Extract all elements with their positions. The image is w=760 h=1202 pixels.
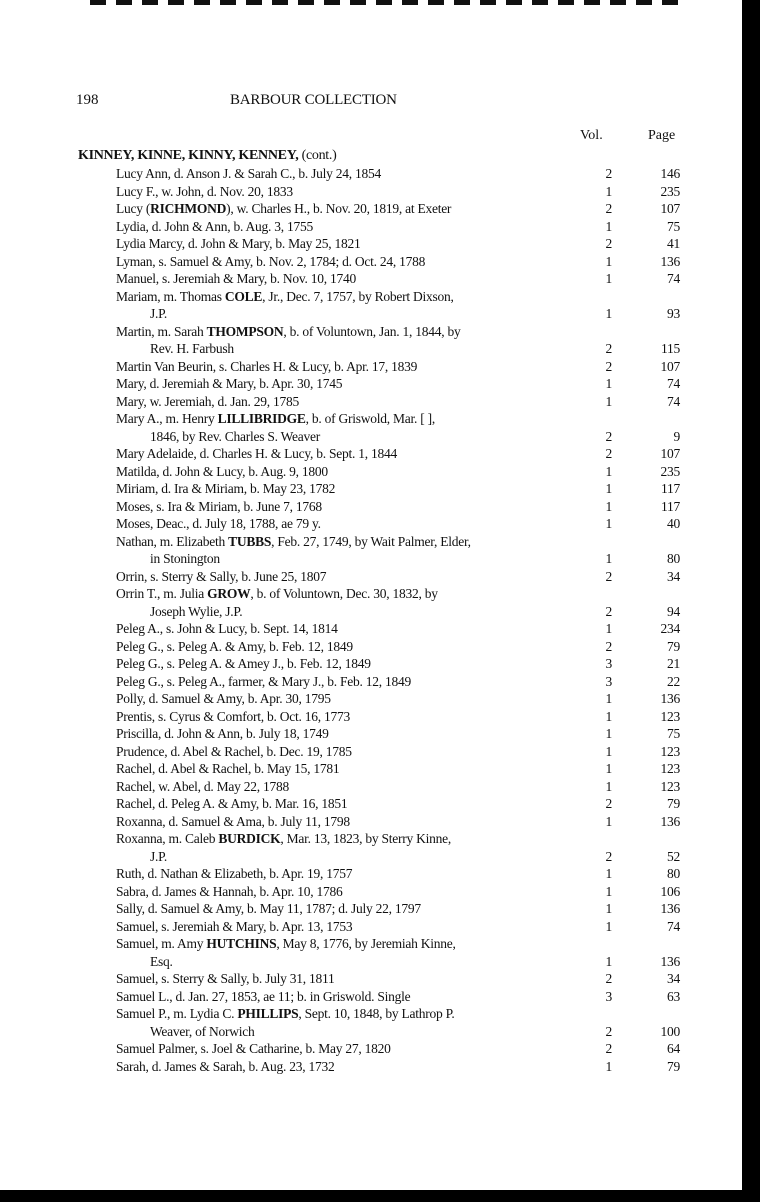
entry-page: 115 [661, 341, 680, 356]
entry-vol: 1 [605, 918, 612, 934]
entry-text-continued: Joseph Wylie, J.P. [150, 603, 243, 619]
entry-row [0, 358, 742, 376]
entry-text: Lucy Ann, d. Anson J. & Sarah C., b. July 24, 1854 [116, 166, 382, 181]
entry-text: Lydia, d. John & Ann, b. Aug. 3, 1755 [116, 218, 314, 234]
entry-row [0, 270, 742, 288]
entry-page: 106 [660, 883, 680, 899]
entry-page: 117 [661, 481, 680, 496]
entry-row [0, 620, 742, 638]
entry-page: 34 [667, 971, 680, 986]
entry-row [0, 463, 742, 481]
entry-vol: 2 [605, 358, 612, 374]
entry-page: 74 [667, 393, 680, 409]
entry-text: Peleg G., s. Peleg A. & Amey J., b. Feb. 12, 1849 [116, 656, 371, 671]
surname-bold: THOMPSON [206, 323, 284, 339]
entry-text: Lucy F., w. John, d. Nov. 20, 1833 [116, 183, 293, 199]
entry-vol: 1 [605, 481, 612, 496]
entry-text: Ruth, d. Nathan & Elizabeth, b. Apr. 19, 1757 [116, 866, 353, 881]
entry-text: Roxanna, m. Caleb BURDICK, Mar. 13, 1823, by Sterry Kinne, [116, 831, 451, 846]
entry-page: 136 [660, 813, 680, 829]
entry-text: Peleg G., s. Peleg A. & Amy, b. Feb. 12, 1849 [116, 638, 353, 654]
entry-page: 234 [660, 621, 680, 636]
entry-page: 136 [660, 953, 680, 969]
entry-text: Sarah, d. James & Sarah, b. Aug. 23, 1732 [116, 1058, 335, 1074]
entry-page: 107 [660, 446, 680, 461]
entry-row [0, 865, 742, 883]
entry-page: 74 [667, 376, 680, 391]
entry-page: 80 [667, 866, 680, 881]
entry-vol: 2 [605, 1023, 612, 1039]
entry-vol: 3 [605, 656, 612, 671]
entry-list [0, 165, 742, 1075]
entry-text: Nathan, m. Elizabeth TUBBS, Feb. 27, 1749, by Wait Palmer, Elder, [116, 533, 471, 549]
entry-row [0, 375, 742, 393]
entry-text: Sabra, d. James & Hannah, b. Apr. 10, 1786 [116, 883, 343, 899]
entry-row [0, 200, 742, 218]
entry-text: Rachel, d. Abel & Rachel, b. May 15, 1781 [116, 761, 340, 776]
surname-bold: RICHMOND [150, 201, 227, 216]
entry-text-continued: Rev. H. Farbush [150, 341, 234, 356]
entry-page: 107 [660, 201, 680, 216]
entry-text: Prudence, d. Abel & Rachel, b. Dec. 19, 1785 [116, 743, 352, 759]
entry-vol: 1 [605, 376, 612, 391]
entry-vol: 2 [605, 1041, 612, 1056]
entry-text-continued: J.P. [150, 306, 168, 321]
entry-text: Orrin, s. Sterry & Sally, b. June 25, 1807 [116, 568, 327, 584]
entry-page: 64 [667, 1041, 680, 1056]
entry-row [0, 795, 742, 813]
entry-vol: 2 [605, 201, 612, 216]
page-number: 198 [76, 92, 99, 108]
entry-page: 123 [660, 778, 680, 794]
entry-vol: 1 [605, 551, 612, 566]
entry-text-continued: 1846, by Rev. Charles S. Weaver [150, 428, 321, 444]
entry-vol: 1 [605, 253, 612, 269]
entry-page: 136 [660, 691, 680, 706]
entry-text: Lyman, s. Samuel & Amy, b. Nov. 2, 1784; d. Oct. 24, 1788 [116, 253, 426, 269]
entry-text: Roxanna, d. Samuel & Ama, b. July 11, 1798 [116, 813, 350, 829]
entry-row [0, 883, 742, 901]
surname-bold: BURDICK [218, 831, 281, 846]
entry-row [0, 988, 742, 1006]
entry-vol: 1 [605, 498, 612, 514]
entry-page: 146 [660, 166, 680, 181]
entry-text: Miriam, d. Ira & Miriam, b. May 23, 1782 [116, 481, 336, 496]
entry-page: 117 [661, 498, 680, 514]
entry-page: 41 [667, 236, 680, 251]
entry-row [0, 830, 742, 865]
column-header-vol: Vol. [580, 128, 603, 143]
surname-bold: PHILLIPS [237, 1006, 299, 1021]
entry-text: Peleg A., s. John & Lucy, b. Sept. 14, 1814 [116, 621, 338, 636]
entry-page: 136 [660, 253, 680, 269]
entry-page: 22 [667, 673, 680, 689]
entry-row [0, 568, 742, 586]
scan-right-border [742, 0, 760, 1202]
scan-bottom-border [0, 1190, 760, 1202]
entry-row [0, 480, 742, 498]
surname-bold: TUBBS [228, 533, 272, 549]
entry-vol: 1 [605, 866, 612, 881]
entry-row [0, 183, 742, 201]
entry-page: 74 [667, 271, 680, 286]
entry-vol: 1 [605, 463, 612, 479]
entry-page: 80 [667, 551, 680, 566]
entry-page: 74 [667, 918, 680, 934]
entry-row [0, 690, 742, 708]
entry-text: Prentis, s. Cyrus & Comfort, b. Oct. 16, 1773 [116, 708, 350, 724]
entry-text-continued: J.P. [150, 848, 168, 864]
section-heading [78, 148, 336, 164]
entry-row [0, 235, 742, 253]
entry-vol: 1 [605, 813, 612, 829]
entry-vol: 1 [605, 761, 612, 776]
entry-text-continued: Esq. [150, 953, 173, 969]
entry-vol: 2 [605, 341, 612, 356]
entry-vol: 1 [605, 743, 612, 759]
entry-page: 123 [660, 743, 680, 759]
entry-vol: 2 [605, 446, 612, 461]
entry-text: Sally, d. Samuel & Amy, b. May 11, 1787; d. July 22, 1797 [116, 901, 421, 916]
entry-vol: 2 [605, 603, 612, 619]
entry-text: Lydia Marcy, d. John & Mary, b. May 25, 1821 [116, 236, 361, 251]
entry-vol: 3 [605, 673, 612, 689]
entry-row [0, 323, 742, 358]
entry-row [0, 445, 742, 463]
entry-text: Samuel P., m. Lydia C. PHILLIPS, Sept. 10, 1848, by Lathrop P. [116, 1006, 455, 1021]
entry-vol: 2 [605, 166, 612, 181]
entry-text: Samuel, s. Jeremiah & Mary, b. Apr. 13, 1753 [116, 918, 353, 934]
entry-page: 94 [667, 603, 680, 619]
entry-page: 93 [667, 306, 680, 321]
entry-page: 63 [667, 988, 680, 1004]
entry-vol: 1 [605, 393, 612, 409]
entry-row [0, 638, 742, 656]
entry-row [0, 1040, 742, 1058]
entry-vol: 1 [605, 778, 612, 794]
entry-page: 123 [660, 708, 680, 724]
entry-page: 9 [673, 428, 680, 444]
entry-text: Matilda, d. John & Lucy, b. Aug. 9, 1800 [116, 463, 328, 479]
entry-page: 79 [667, 638, 680, 654]
surname-bold: GROW [207, 586, 251, 601]
entry-text: Samuel, s. Sterry & Sally, b. July 31, 1811 [116, 971, 335, 986]
entry-row [0, 813, 742, 831]
entry-text: Samuel L., d. Jan. 27, 1853, ae 11; b. in Griswold. Single [116, 988, 411, 1004]
entry-text-continued: Weaver, of Norwich [150, 1023, 255, 1039]
entry-vol: 1 [605, 691, 612, 706]
surname-bold: LILLIBRIDGE [217, 411, 306, 426]
entry-vol: 1 [605, 953, 612, 969]
surname-bold: HUTCHINS [206, 936, 277, 951]
entry-page: 235 [660, 183, 680, 199]
entry-text: Mariam, m. Thomas COLE, Jr., Dec. 7, 1757, by Robert Dixson, [116, 288, 454, 304]
entry-page: 107 [660, 358, 680, 374]
entry-page: 79 [667, 796, 680, 811]
entry-row [0, 760, 742, 778]
entry-page: 136 [660, 901, 680, 916]
entry-page: 235 [660, 463, 680, 479]
entry-row [0, 918, 742, 936]
entry-row [0, 970, 742, 988]
entry-vol: 3 [605, 988, 612, 1004]
entry-vol: 1 [605, 306, 612, 321]
entry-text: Polly, d. Samuel & Amy, b. Apr. 30, 1795 [116, 691, 331, 706]
entry-row [0, 655, 742, 673]
entry-vol: 2 [605, 848, 612, 864]
entry-vol: 1 [605, 708, 612, 724]
entry-text: Martin Van Beurin, s. Charles H. & Lucy, b. Apr. 17, 1839 [116, 358, 418, 374]
entry-text: Moses, s. Ira & Miriam, b. June 7, 1768 [116, 498, 322, 514]
entry-row [0, 1005, 742, 1040]
entry-row [0, 515, 742, 533]
entry-row [0, 673, 742, 691]
entry-row [0, 410, 742, 445]
entry-row [0, 253, 742, 271]
section-heading-cont: (cont.) [301, 148, 337, 163]
entry-row [0, 708, 742, 726]
scan-top-edge [90, 0, 680, 5]
entry-page: 34 [667, 568, 680, 584]
entry-text: Peleg G., s. Peleg A., farmer, & Mary J., b. Feb. 12, 1849 [116, 673, 412, 689]
entry-page: 100 [660, 1023, 680, 1039]
entry-row [0, 218, 742, 236]
entry-row [0, 725, 742, 743]
entry-text: Orrin T., m. Julia GROW, b. of Voluntown, Dec. 30, 1832, by [116, 586, 438, 601]
entry-text: Samuel, m. Amy HUTCHINS, May 8, 1776, by Jeremiah Kinne, [116, 936, 456, 951]
entry-text: Mary, w. Jeremiah, d. Jan. 29, 1785 [116, 393, 299, 409]
entry-vol: 2 [605, 428, 612, 444]
entry-vol: 2 [605, 236, 612, 251]
entry-text: Samuel Palmer, s. Joel & Catharine, b. May 27, 1820 [116, 1041, 391, 1056]
entry-row [0, 288, 742, 323]
column-header-page: Page [648, 128, 676, 143]
entry-vol: 1 [605, 621, 612, 636]
entry-page: 21 [667, 656, 680, 671]
entry-row [0, 165, 742, 183]
entry-vol: 1 [605, 726, 612, 741]
entry-text: Mary A., m. Henry LILLIBRIDGE, b. of Griswold, Mar. [ ], [116, 411, 436, 426]
entry-row [0, 1058, 742, 1076]
entry-vol: 1 [605, 901, 612, 916]
entry-text: Martin, m. Sarah THOMPSON, b. of Voluntown, Jan. 1, 1844, by [116, 323, 461, 339]
entry-row [0, 585, 742, 620]
entry-text: Lucy (RICHMOND), w. Charles H., b. Nov. 20, 1819, at Exeter [116, 201, 452, 216]
entry-vol: 2 [605, 796, 612, 811]
entry-text: Rachel, d. Peleg A. & Amy, b. Mar. 16, 1851 [116, 796, 348, 811]
entry-text-continued: in Stonington [150, 551, 220, 566]
entry-text: Mary Adelaide, d. Charles H. & Lucy, b. Sept. 1, 1844 [116, 446, 397, 461]
entry-row [0, 778, 742, 796]
entry-text: Manuel, s. Jeremiah & Mary, b. Nov. 10, 1740 [116, 271, 356, 286]
entry-text: Moses, Deac., d. July 18, 1788, ae 79 y. [116, 516, 321, 531]
section-heading-surnames: KINNEY, KINNE, KINNY, KENNEY, [78, 148, 299, 163]
entry-row [0, 935, 742, 970]
entry-vol: 1 [605, 271, 612, 286]
entry-vol: 1 [605, 1058, 612, 1074]
entry-row [0, 533, 742, 568]
entry-page: 40 [667, 516, 680, 531]
entry-row [0, 743, 742, 761]
entry-row [0, 900, 742, 918]
entry-vol: 1 [605, 218, 612, 234]
entry-vol: 1 [605, 183, 612, 199]
entry-page: 52 [667, 848, 680, 864]
entry-row [0, 498, 742, 516]
entry-page: 75 [667, 218, 680, 234]
entry-vol: 1 [605, 516, 612, 531]
entry-vol: 2 [605, 638, 612, 654]
entry-text: Mary, d. Jeremiah & Mary, b. Apr. 30, 1745 [116, 376, 343, 391]
entry-vol: 2 [605, 971, 612, 986]
entry-vol: 2 [605, 568, 612, 584]
entry-text: Priscilla, d. John & Ann, b. July 18, 1749 [116, 726, 329, 741]
entry-page: 75 [667, 726, 680, 741]
entry-vol: 1 [605, 883, 612, 899]
surname-bold: COLE [224, 288, 263, 304]
entry-page: 123 [660, 761, 680, 776]
entry-row [0, 393, 742, 411]
running-title: BARBOUR COLLECTION [230, 92, 397, 108]
entry-page: 79 [667, 1058, 680, 1074]
entry-text: Rachel, w. Abel, d. May 22, 1788 [116, 778, 289, 794]
